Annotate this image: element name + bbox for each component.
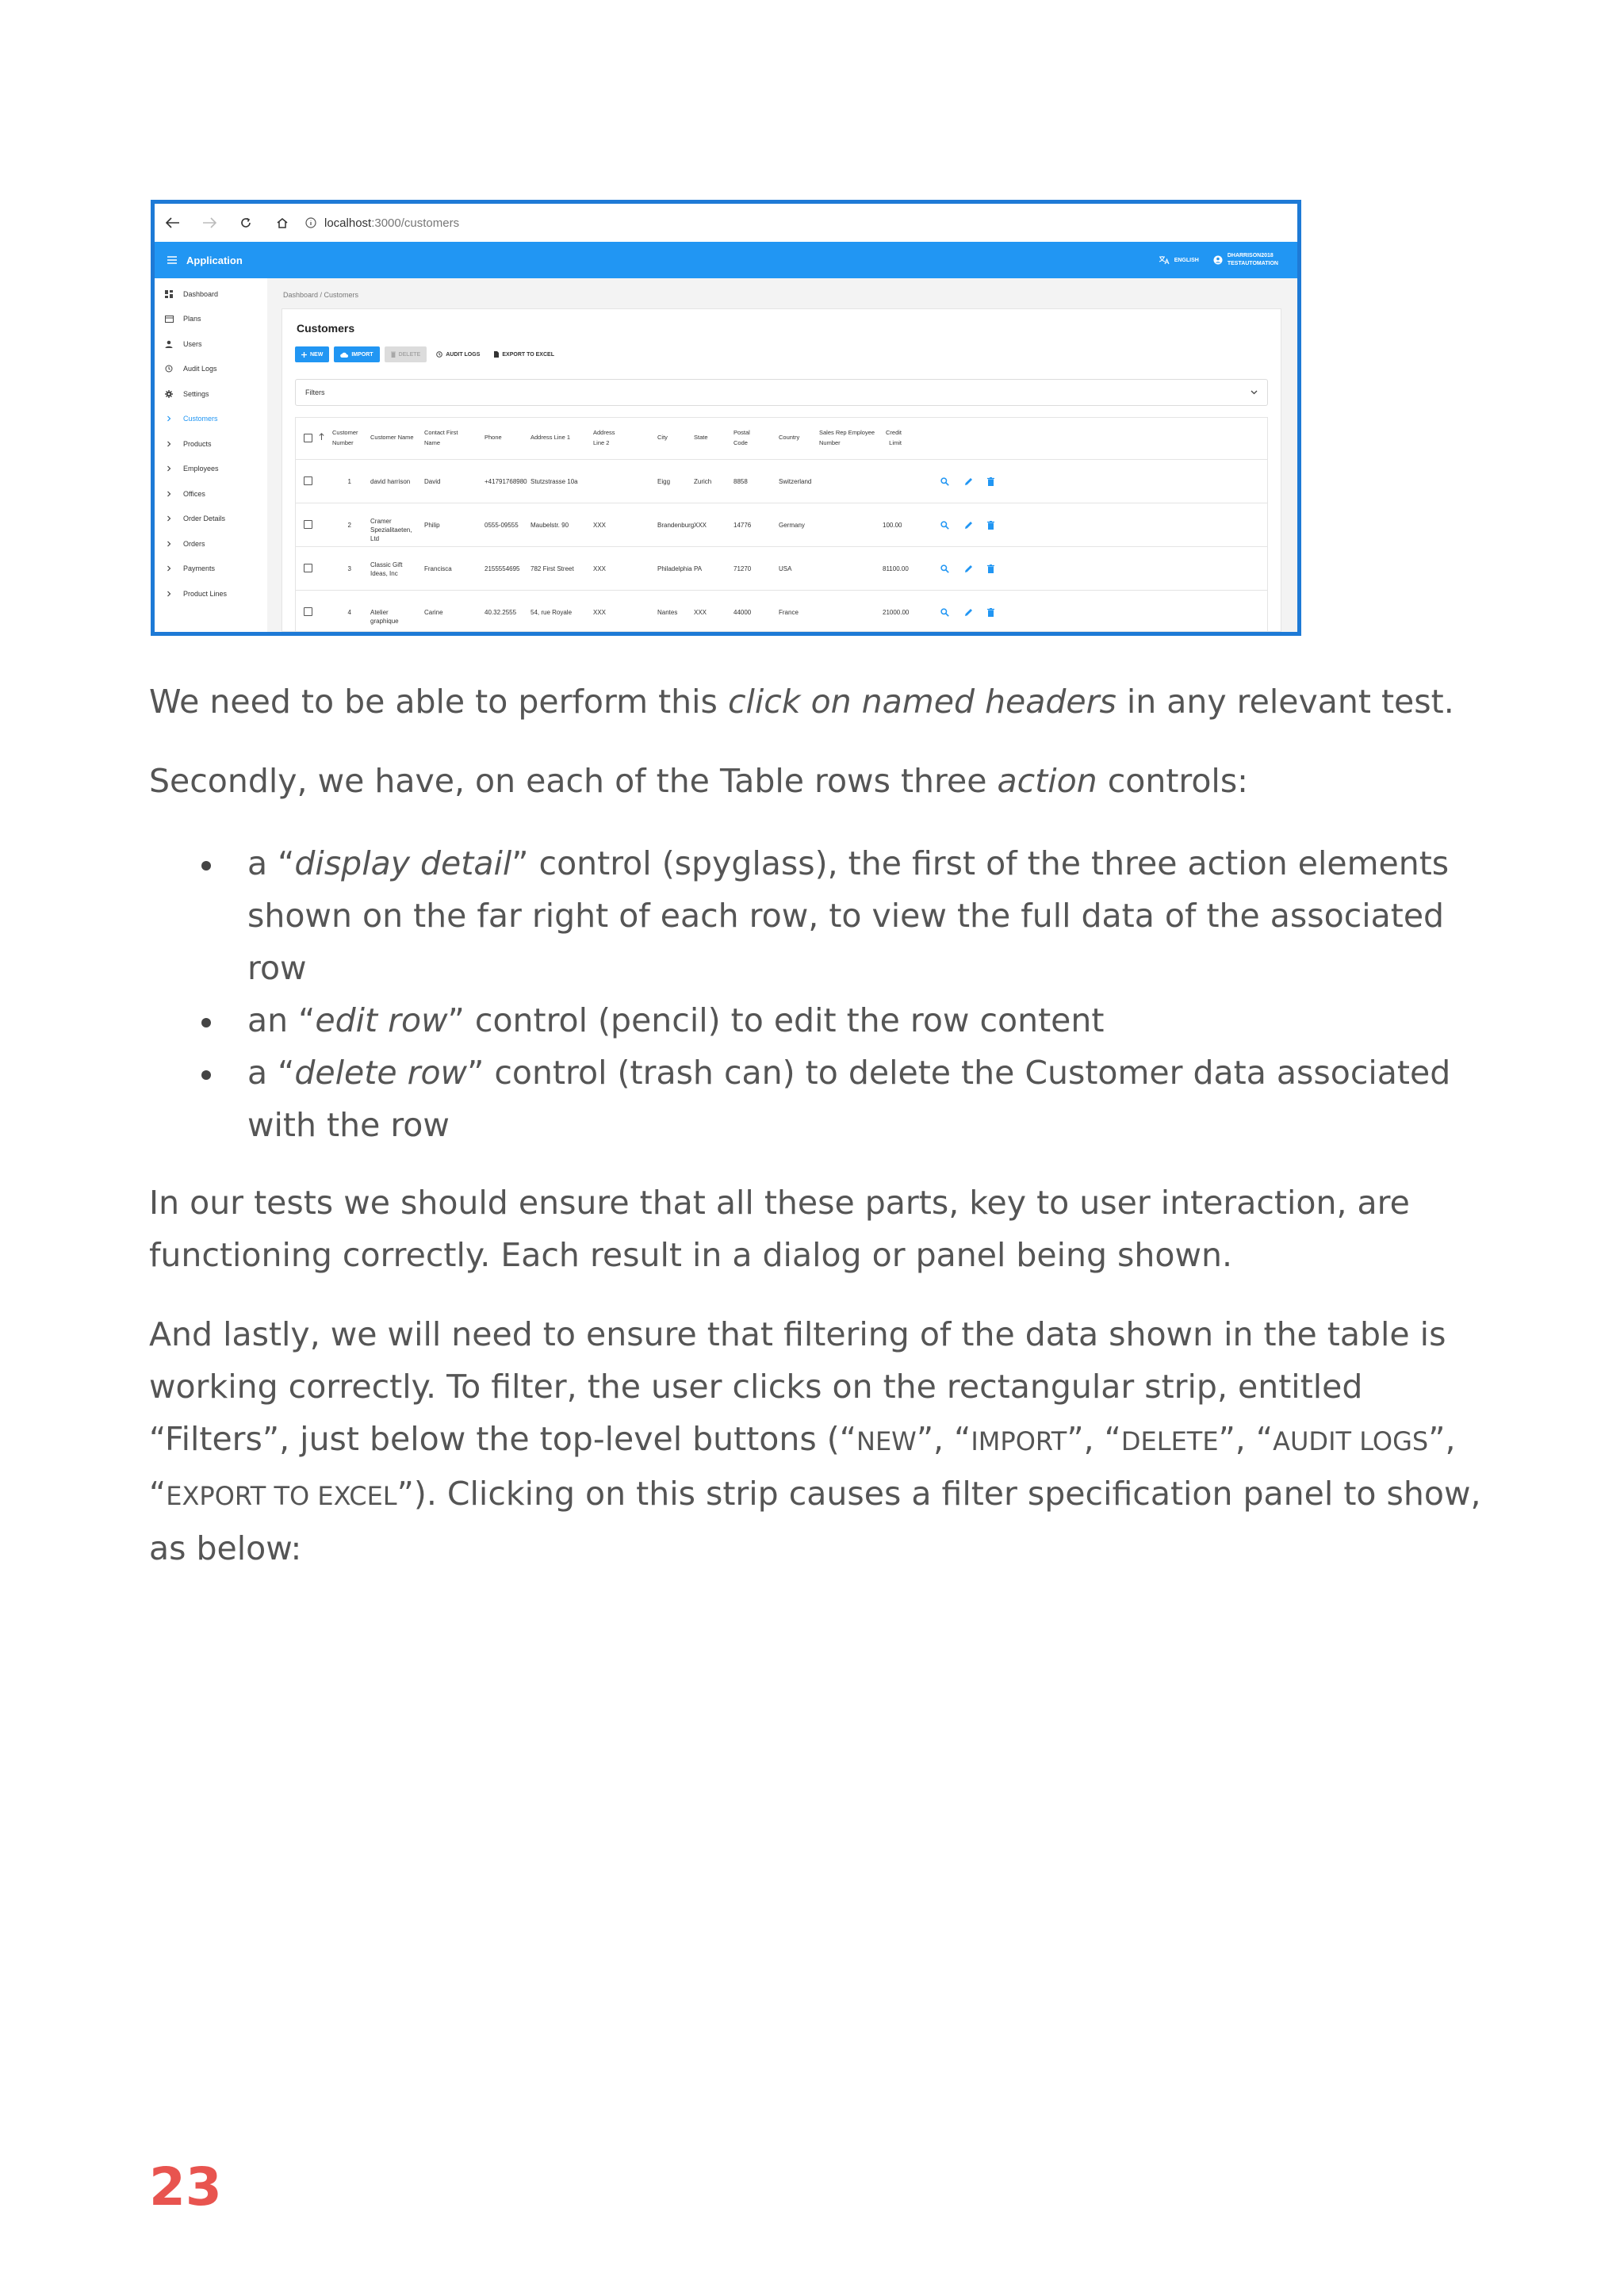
- table-cell: Atelier graphique: [370, 609, 399, 625]
- address-bar[interactable]: [305, 216, 459, 230]
- row-checkbox[interactable]: [304, 476, 312, 485]
- table-row[interactable]: [296, 547, 1267, 591]
- table-cell: Nantes: [657, 609, 678, 616]
- table-cell: David: [424, 478, 441, 485]
- sidebar-item-users[interactable]: [155, 331, 267, 357]
- table-row[interactable]: [296, 503, 1267, 547]
- sidebar-item-label: Payments: [183, 564, 216, 573]
- sidebar-item-label: Users: [183, 339, 202, 348]
- column-header-line: Phone: [485, 434, 502, 441]
- toolbar: [295, 346, 564, 363]
- history-icon: [164, 364, 174, 373]
- sidebar-item-label: Product Lines: [183, 589, 228, 598]
- column-header-line: Country: [779, 434, 800, 441]
- table-cell: 0555-09555: [485, 522, 519, 529]
- row-checkbox[interactable]: [304, 564, 312, 572]
- table-cell: XXX: [593, 609, 607, 616]
- column-header[interactable]: [485, 432, 524, 442]
- delete-button[interactable]: DELETE: [385, 346, 427, 362]
- table-cell: 1: [347, 478, 351, 485]
- paragraph-filtering: And lastly, we will need to ensure that filtering of the data shown in the table is working correctly. To filter, the user clicks on the rectangular strip, entitled “Filters”, just below the top-level buttons (“NEW”, “IMPORT”, “DELETE”, “AUDIT LOGS”, “EXPORT TO EXCEL”). Clicking on this strip causes a filter specification panel to show, as below:: [149, 1315, 1481, 1567]
- paragraph-actions: [149, 755, 1497, 807]
- cloud-upload-icon: [340, 352, 348, 358]
- table-row[interactable]: [296, 460, 1267, 503]
- edit-row-icon[interactable]: [963, 564, 973, 573]
- sidebar-item-label: Settings: [183, 389, 209, 398]
- table-cell: Cramer Spezialitaeten, Ltd: [370, 518, 412, 542]
- table-cell: Francisca: [424, 565, 452, 572]
- filters-label: Filters: [305, 388, 325, 396]
- chevron-down-icon: [1251, 390, 1258, 395]
- table-cell: 71270: [733, 565, 752, 572]
- sidebar-item-label: Customers: [183, 415, 218, 423]
- table-cell: France: [779, 609, 799, 616]
- arrow-right-icon: [202, 217, 216, 228]
- table-cell: Brandenburg: [657, 522, 695, 529]
- new-button[interactable]: NEW: [295, 346, 329, 362]
- table-cell: XXX: [694, 609, 707, 616]
- sidebar-item-label: Order Details: [183, 515, 226, 523]
- table-cell: 2155554695: [485, 565, 520, 572]
- table-cell: PA: [694, 565, 703, 572]
- chevron-right-icon: [164, 589, 174, 599]
- delete-row-icon[interactable]: [986, 607, 995, 617]
- filters-strip[interactable]: [295, 379, 1268, 406]
- p2-emphasis: action: [997, 762, 1097, 800]
- home-button[interactable]: [264, 205, 301, 241]
- sidebar-item-employees[interactable]: [155, 457, 267, 482]
- column-header-line: Customer: [332, 429, 358, 436]
- column-header-line: Sales Rep Employee: [819, 429, 875, 436]
- chevron-right-icon: [164, 514, 174, 523]
- table-cell: Philadelphia: [657, 565, 692, 572]
- arrow-up-icon[interactable]: [319, 433, 324, 443]
- sidebar: [155, 278, 268, 632]
- history-icon: [436, 351, 442, 358]
- browser-toolbar: [155, 204, 1297, 243]
- row-checkbox[interactable]: [304, 607, 312, 616]
- table-header-row: [296, 418, 1267, 460]
- sidebar-item-label: Offices: [183, 489, 205, 498]
- list-item: a “display detail” control (spyglass), the first of the three action elements shown on the far right of each row, to view the full data of the associated row: [198, 837, 1499, 994]
- table-cell: XXX: [694, 522, 707, 529]
- reload-icon: [239, 216, 252, 229]
- translate-icon[interactable]: [1159, 255, 1170, 265]
- account-icon[interactable]: [1213, 255, 1223, 265]
- table-cell: 44000: [733, 609, 752, 616]
- info-icon: [305, 217, 316, 228]
- action-controls-list: [198, 837, 1499, 1151]
- edit-row-icon[interactable]: [963, 520, 973, 530]
- sidebar-item-payments[interactable]: [155, 557, 267, 582]
- table-cell: Eigg: [657, 478, 671, 485]
- table-cell: XXX: [593, 522, 607, 529]
- file-icon: [494, 351, 499, 358]
- table-cell: XXX: [593, 565, 607, 572]
- sidebar-item-customers[interactable]: [155, 407, 267, 432]
- sidebar-item-audit-logs[interactable]: [155, 357, 267, 382]
- delete-row-icon[interactable]: [986, 564, 995, 573]
- delete-row-icon[interactable]: [986, 520, 995, 530]
- person-icon: [164, 339, 174, 349]
- trash-icon: [391, 351, 396, 358]
- column-header[interactable]: [593, 427, 649, 448]
- table-cell: 100.00: [883, 522, 902, 529]
- column-header-line: Code: [733, 439, 748, 446]
- column-header[interactable]: [779, 432, 817, 442]
- bullet-dot: [201, 861, 211, 871]
- column-header-line: Customer Name: [370, 434, 414, 441]
- sidebar-item-order-details[interactable]: [155, 507, 267, 532]
- column-header[interactable]: [424, 427, 469, 448]
- table-cell: 8858: [733, 478, 748, 485]
- table-cell: 4: [347, 609, 351, 616]
- url-host: localhost: [324, 216, 372, 230]
- column-header-line: Postal: [733, 429, 750, 436]
- table-cell: 782 First Street: [530, 565, 574, 572]
- forward-button[interactable]: [191, 205, 228, 241]
- audit-logs-button[interactable]: AUDIT LOGS: [431, 346, 485, 362]
- p2-text-a: Secondly, we have, on each of the Table rows three: [149, 762, 998, 800]
- edit-row-icon[interactable]: [963, 476, 973, 486]
- sidebar-item-label: Dashboard: [183, 289, 219, 298]
- gear-icon: [164, 389, 174, 399]
- sidebar-item-label: Audit Logs: [183, 365, 217, 373]
- chevron-right-icon: [164, 439, 174, 449]
- row-checkbox[interactable]: [304, 520, 312, 529]
- column-header-line: City: [657, 434, 668, 441]
- chevron-right-icon: [164, 489, 174, 499]
- delete-row-icon[interactable]: [986, 476, 995, 486]
- bullet-dot: [201, 1018, 211, 1027]
- column-header[interactable]: [657, 432, 692, 442]
- app-title: Application: [186, 254, 243, 266]
- sidebar-item-settings[interactable]: [155, 381, 267, 407]
- table-cell: Philip: [424, 522, 440, 529]
- menu-icon[interactable]: [167, 256, 177, 264]
- breadcrumb[interactable]: Dashboard / Customers: [283, 291, 359, 299]
- table-cell: 54, rue Royale: [530, 609, 573, 616]
- customers-card: [282, 308, 1281, 632]
- language-button[interactable]: ENGLISH: [1174, 257, 1199, 263]
- display-detail-icon[interactable]: [940, 564, 949, 573]
- user-info[interactable]: [1228, 252, 1278, 268]
- p2-text-b: controls:: [1097, 762, 1248, 800]
- table-cell: Classic Gift Ideas, Inc: [370, 561, 403, 577]
- table-cell: 2: [347, 522, 351, 529]
- table-cell: Stutzstrasse 10a: [530, 478, 578, 485]
- edit-row-icon[interactable]: [963, 607, 973, 617]
- sidebar-item-orders[interactable]: [155, 531, 267, 557]
- paragraph-headers: [149, 675, 1497, 728]
- sidebar-item-products[interactable]: [155, 431, 267, 457]
- table-cell: +41791768980: [485, 478, 527, 485]
- column-header-line: Address: [593, 429, 615, 436]
- select-all-checkbox[interactable]: [304, 434, 312, 442]
- table-cell: Switzerland: [779, 478, 812, 485]
- table-cell: 21000.00: [883, 609, 910, 616]
- sidebar-item-label: Orders: [183, 539, 205, 548]
- page-title: Customers: [297, 322, 355, 335]
- bullet-dot: [201, 1070, 211, 1080]
- arrow-left-icon: [166, 217, 180, 228]
- app-header: [155, 242, 1297, 278]
- user-name: DHARRISON2018: [1227, 253, 1274, 258]
- column-header-line: Number: [332, 439, 354, 446]
- dashboard-icon: [164, 289, 174, 299]
- export-to-excel-button[interactable]: EXPORT TO EXCEL: [489, 346, 559, 362]
- user-tenant: TESTAUTOMATION: [1227, 261, 1278, 266]
- customers-table: [295, 417, 1268, 631]
- table-cell: USA: [779, 565, 792, 572]
- column-header[interactable]: [694, 432, 730, 442]
- table-cell: Maubelstr. 90: [530, 522, 569, 529]
- sidebar-item-offices[interactable]: [155, 481, 267, 507]
- paragraph-tests: In our tests we should ensure that all these parts, key to user interaction, are functioning correctly. Each result in a dialog or panel being shown.: [149, 1184, 1410, 1274]
- column-header-line: Number: [819, 439, 841, 446]
- sidebar-item-dashboard[interactable]: [155, 281, 267, 307]
- home-icon: [276, 216, 289, 229]
- column-header[interactable]: [332, 427, 358, 448]
- table-cell: Germany: [779, 522, 805, 529]
- p1-text-a: We need to be able to perform this: [149, 683, 728, 721]
- sidebar-item-label: Plans: [183, 315, 201, 323]
- column-header[interactable]: [733, 427, 773, 448]
- back-button[interactable]: [155, 205, 191, 241]
- column-header[interactable]: [370, 432, 418, 442]
- table-cell: 3: [347, 565, 351, 572]
- chevron-right-icon: [164, 414, 174, 423]
- column-header[interactable]: [883, 427, 902, 448]
- column-header-line: Address Line 1: [530, 434, 571, 441]
- column-header[interactable]: [530, 432, 586, 442]
- chevron-right-icon: [164, 464, 174, 473]
- table-cell: 40.32.2555: [485, 609, 517, 616]
- column-header-line: State: [694, 434, 708, 441]
- list-item: an “edit row” control (pencil) to edit the row content: [198, 994, 1499, 1047]
- sidebar-item-product-lines[interactable]: [155, 581, 267, 607]
- table-cell: Zurich: [694, 478, 712, 485]
- table-row[interactable]: [296, 591, 1267, 634]
- table-cell: 14776: [733, 522, 752, 529]
- list-item: a “delete row” control (trash can) to delete the Customer data associated with the row: [198, 1047, 1499, 1151]
- display-detail-icon[interactable]: [940, 607, 949, 617]
- import-button[interactable]: IMPORT: [334, 346, 379, 362]
- column-header-line: Name: [424, 439, 441, 446]
- column-header-line: Line 2: [593, 439, 610, 446]
- table-cell: 81100.00: [883, 565, 909, 572]
- sidebar-item-label: Products: [183, 439, 212, 448]
- sidebar-item-label: Employees: [183, 465, 219, 473]
- chevron-right-icon: [164, 539, 174, 549]
- chevron-right-icon: [164, 564, 174, 573]
- sidebar-item-plans[interactable]: [155, 307, 267, 332]
- reload-button[interactable]: [228, 205, 264, 241]
- customers-app-screenshot: [151, 200, 1301, 636]
- table-cell: Carine: [424, 609, 443, 616]
- column-header[interactable]: [819, 427, 878, 448]
- plus-icon: [301, 352, 307, 358]
- p1-text-b: in any relevant test.: [1116, 683, 1454, 721]
- column-header-line: Limit: [889, 439, 902, 446]
- main-content: [267, 278, 1297, 632]
- column-header-line: Credit: [885, 429, 902, 436]
- page-number: 23: [149, 2156, 222, 2218]
- display-detail-icon[interactable]: [940, 520, 949, 530]
- table-cell: david harrison: [370, 478, 411, 485]
- p1-emphasis: click on named headers: [727, 683, 1116, 721]
- card-icon: [164, 314, 174, 323]
- url-path: :3000/customers: [371, 216, 460, 230]
- column-header-line: Contact First: [424, 429, 458, 436]
- display-detail-icon[interactable]: [940, 476, 949, 486]
